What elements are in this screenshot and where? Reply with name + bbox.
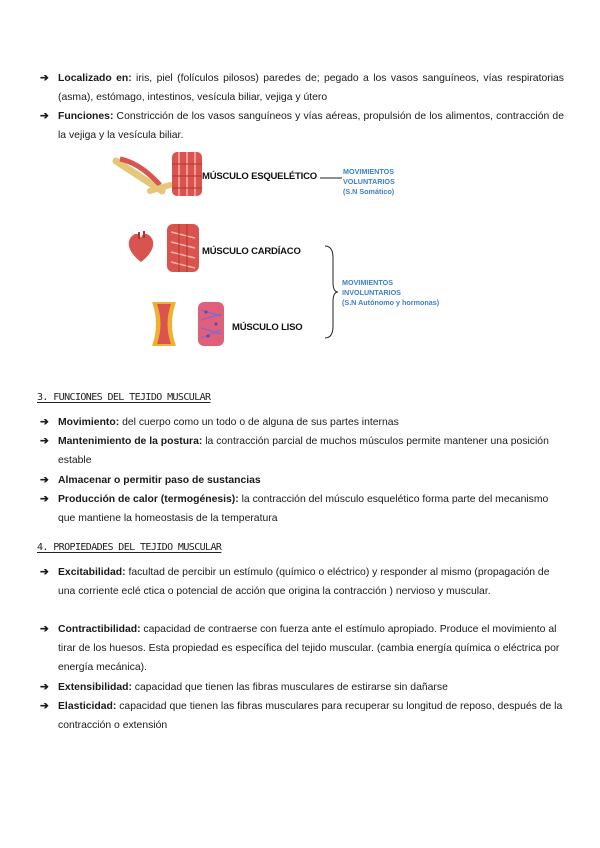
skeletal-fiber-icon (170, 150, 204, 198)
cardiac-label: MÚSCULO CARDÍACO (202, 246, 301, 257)
arrow-icon: ➔ (40, 701, 49, 712)
arrow-icon: ➔ (40, 436, 49, 447)
cardiac-fiber-icon (165, 222, 201, 274)
smooth-fiber-icon (196, 300, 226, 348)
arrow-icon: ➔ (40, 417, 49, 428)
bullet-localizado: ➔ Localizado en: iris, piel (folículos pilosos) paredes de; pegado a los vasos sanguíneos, vías respiratorias (asma), estómago, intestinos, vesícula biliar, vejiga y útero (40, 69, 564, 107)
bullet-extensibilidad: ➔ Extensibilidad: capacidad que tienen las fibras musculares de estirarse sin dañarse (40, 678, 564, 697)
bullet-elasticidad: ➔ Elasticidad: capacidad que tienen las fibras musculares para recuperar su longitud de reposo, después de la contracción o extensión (40, 697, 564, 735)
section4-title: 4. PROPIEDADES DEL TEJIDO MUSCULAR (37, 542, 222, 553)
heart-icon (126, 230, 156, 264)
arrow-icon: ➔ (40, 494, 49, 505)
arrow-icon: ➔ (40, 624, 49, 635)
arrow-icon: ➔ (40, 567, 49, 578)
section3-title: 3. FUNCIONES DEL TEJIDO MUSCULAR (37, 392, 211, 403)
arrow-icon: ➔ (40, 475, 49, 486)
vessel-icon (150, 300, 178, 348)
bullet-movimiento: ➔ Movimiento: del cuerpo como un todo o de alguna de sus partes internas (40, 413, 564, 432)
bullet-almacenar: ➔ Almacenar o permitir paso de sustancias (40, 471, 564, 490)
bullet-excitabilidad: ➔ Excitabilidad: facultad de percibir un estímulo (químico o eléctrico) y responder al mismo (propagación de una corriente eclé ctica o potencial de acción que origina la contracción ) nervioso y muscular. (40, 563, 564, 601)
bullet-calor: ➔ Producción de calor (termogénesis): la contracción del músculo esquelético forma parte del mecanismo que mantiene la homeostasis de la temperatura (40, 490, 564, 528)
involuntary-note: MOVIMIENTOS INVOLUNTARIOS (S.N Autónomo y hormonas) (342, 278, 440, 307)
arrow-icon: ➔ (40, 73, 49, 84)
arrow-icon: ➔ (40, 682, 49, 693)
skeletal-label: MÚSCULO ESQUELÉTICO (202, 171, 317, 182)
bullet-funciones: ➔ Funciones: Constricción de los vasos sanguíneos y vías aéreas, propulsión de los alimentos, contracción de la vejiga y la vesícula biliar. (40, 107, 564, 145)
curly-brace (323, 244, 339, 340)
arrow-icon: ➔ (40, 111, 49, 122)
voluntary-note: MOVIMIENTOS VOLUNTARIOS (S.N Somático) (343, 167, 395, 196)
bullet-postura: ➔ Mantenimiento de la postura: la contracción parcial de muchos músculos permite mantener una posición estable (40, 432, 564, 470)
arm-bone-icon (110, 155, 172, 195)
muscle-types-diagram (110, 150, 490, 360)
smooth-label: MÚSCULO LISO (232, 322, 303, 333)
bullet-contractibilidad: ➔ Contractibilidad: capacidad de contraerse con fuerza ante el estímulo apropiado. Produce el movimiento al tirar de los huesos. Esta propiedad es específica del tejido muscular. (cambia energía química o eléctrica por energía mecánica). (40, 620, 564, 677)
connector-line (320, 176, 342, 180)
